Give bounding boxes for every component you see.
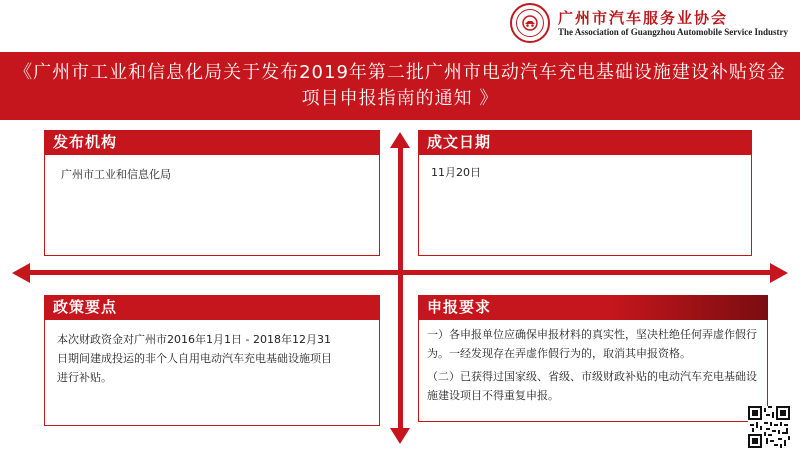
arrow-up-icon xyxy=(390,132,410,148)
arrow-left-icon xyxy=(12,263,30,283)
issuer-panel xyxy=(44,130,380,256)
policy-panel-content: 本次财政资金对广州市2016年1月1日 - 2018年12月31日期间建成投运的非个人自用电动汽车充电基础设施项目进行补贴。 xyxy=(57,333,332,384)
logo-english-name: The Association of Guangzhou Automobile Service Industry xyxy=(557,26,788,37)
arrow-down-icon xyxy=(390,428,410,444)
policy-panel xyxy=(44,295,380,426)
arrow-right-icon xyxy=(770,263,788,283)
association-logo xyxy=(510,6,788,40)
issuer-panel-title: 发布机构 xyxy=(44,130,380,155)
title-banner xyxy=(0,52,800,120)
date-panel-title: 成文日期 xyxy=(418,130,752,155)
requirements-panel-title: 申报要求 xyxy=(418,295,768,320)
date-panel xyxy=(418,130,752,256)
qr-code-icon xyxy=(748,406,790,448)
issuer-panel-content: 广州市工业和信息化局 xyxy=(61,168,171,181)
page-title: 《广州市工业和信息化局关于发布2019年第二批广州市电动汽车充电基础设施建设补贴资金项目申报指南的通知 》 xyxy=(14,62,786,109)
policy-panel-title: 政策要点 xyxy=(44,295,380,320)
requirement-item: 一）各申报单位应确保申报材料的真实性，坚决杜绝任何弄虚作假行为。一经发现存在弄虚作假行为的，取消其申报资格。 xyxy=(427,328,757,360)
association-seal-icon xyxy=(510,3,550,43)
logo-chinese-name: 广州市汽车服务业协会 xyxy=(557,8,728,27)
vertical-arrow-shaft xyxy=(398,142,403,432)
requirements-panel xyxy=(418,295,768,422)
requirement-item: （二）已获得过国家级、省级、市级财政补贴的电动汽车充电基础设施建设项目不得重复申报。 xyxy=(427,370,757,402)
requirements-panel-content xyxy=(427,325,757,409)
date-panel-content: 11月20日 xyxy=(431,166,481,179)
horizontal-arrow-shaft xyxy=(26,270,774,275)
